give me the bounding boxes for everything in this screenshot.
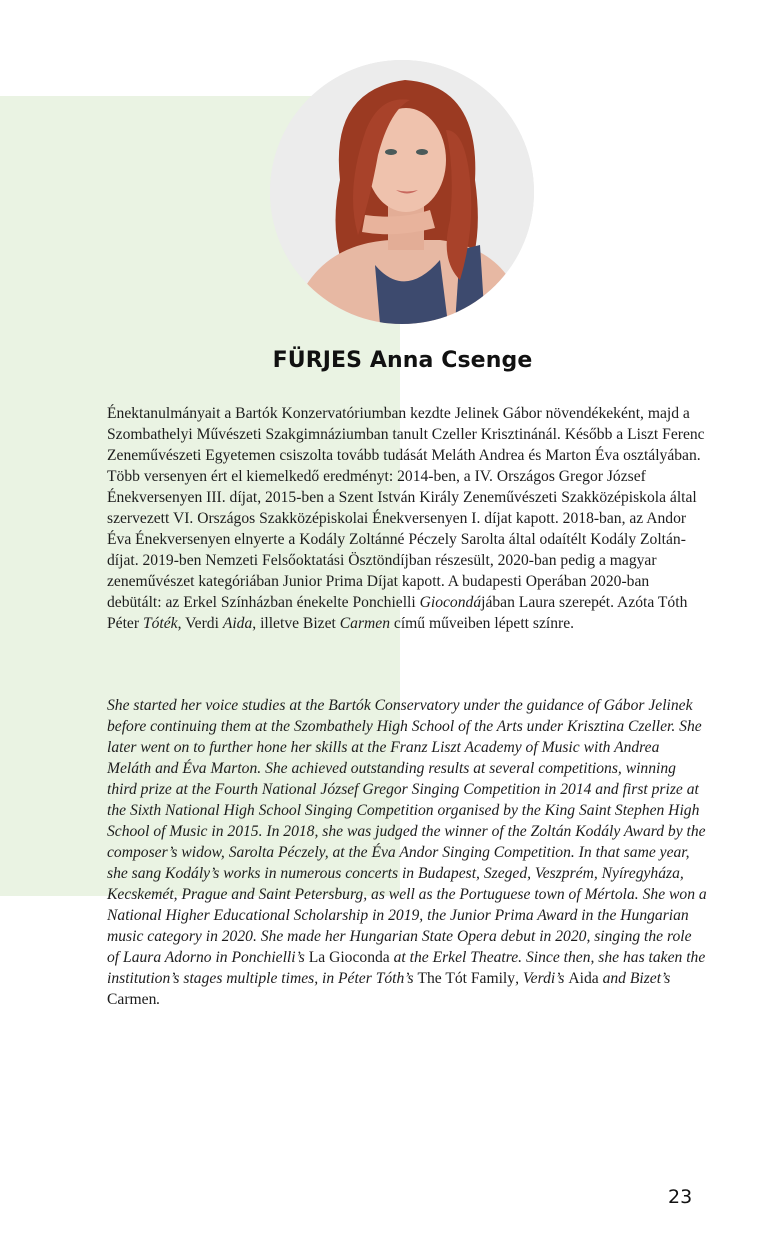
bio-en-text: . xyxy=(156,991,161,1008)
bio-en-text: at the Erkel Theatre. Since then, she has taken the institution’s stages multiple times, in Péter Tóth’s xyxy=(107,949,706,987)
bio-hu-text: Énektanulmányait a Bartók Konzervatóriumban kezdte Jelinek Gábor növendékeként, majd a Szombathelyi Művészeti Szakgimnáziumban tanult Czeller Krisztinánál. Később a Liszt Ferenc Zeneművészeti Egyetemen csiszolta tovább tudását Meláth Andrea és Marton Éva osztályában. Több versenyen ért el kiemelkedő eredményt: 2014-ben, a IV. Országos Gregor József Énekversenyen III. díjat, 2015-ben a Szent István Király Zeneművészeti Szakközépiskola által szervezett VI. Országos Szakközépiskolai Énekversenyen I. díjat kapott. 2018-ban, az Andor Éva Énekversenyen elnyerte a Kodály Zoltánné Péczely Sarolta által odaítélt Kodály Zoltán-díjat. 2019-ben Nemzeti Felsőoktatási Ösztöndíjban részesült, 2020-ban pedig a magyar zeneművészet kategóriában Junior Prima Díjat kapott. A budapesti Operában 2020-ban debütált: az Erkel Színházban énekelte Ponchielli xyxy=(107,405,705,611)
bio-en-text: She started her voice studies at the Bartók Conservatory under the guidance of Gábor Jelinek before continuing them at the Szombathely High School of the Arts under Krisztina Czeller. She later went on to further hone her skills at the Franz Liszt Academy of Music with Andrea Meláth and Éva Marton. She achieved outstanding results at several competitions, winning third prize at the Fourth National József Gregor Singing Competition in 2014 and first prize at the Sixth National High School Singing Competition organised by the King Saint Stephen High School of Music in 2015. In 2018, she was judged the winner of the Zoltán Kodály Award by the composer’s widow, Sarolta Péczely, at the Éva Andor Singing Competition. In that same year, she sang Kodály’s works in numerous concerts in Budapest, Szeged, Veszprém, Nyíregyháza, Kecskemét, Prague and Saint Petersburg, as well as the Portuguese town of Mértola. She won a National Higher Educational Scholarship in 2019, the Junior Prima Award in the Hungarian music category in 2020. She made her Hungarian State Opera debut in 2020, singing the role of Laura Adorno in Ponchielli’s xyxy=(107,697,707,966)
bio-hu-text: című műveiben lépett színre. xyxy=(390,615,575,632)
bio-hu-title-gioconda: Giocondá xyxy=(419,594,482,611)
page-number: 23 xyxy=(668,1186,693,1208)
bio-en-title-carmen: Carmen xyxy=(107,991,157,1008)
portrait-photo xyxy=(270,60,534,324)
bio-en-title-tot-family: The Tót Family xyxy=(417,970,516,987)
biography-english xyxy=(107,695,707,1010)
biography-hungarian xyxy=(107,403,707,634)
bio-hu-text: jában Laura szerepét. Azóta Tóth Péter xyxy=(107,594,688,632)
bio-en-title-la-gioconda: La Gioconda xyxy=(308,949,390,966)
bio-hu-title-totek: Tóték xyxy=(142,615,178,632)
bio-en-title-aida: Aida xyxy=(568,970,599,987)
bio-hu-text: , illetve Bizet xyxy=(252,615,340,632)
bio-en-text: , Verdi’s xyxy=(515,970,569,987)
portrait-photo-icon xyxy=(270,60,534,324)
bio-hu-title-carmen: Carmen xyxy=(339,615,390,632)
artist-name: FÜRJES Anna Csenge xyxy=(272,348,533,373)
bio-hu-title-aida: Aida xyxy=(222,615,253,632)
bio-en-text: and Bizet’s xyxy=(598,970,671,987)
bio-hu-text: , Verdi xyxy=(177,615,223,632)
